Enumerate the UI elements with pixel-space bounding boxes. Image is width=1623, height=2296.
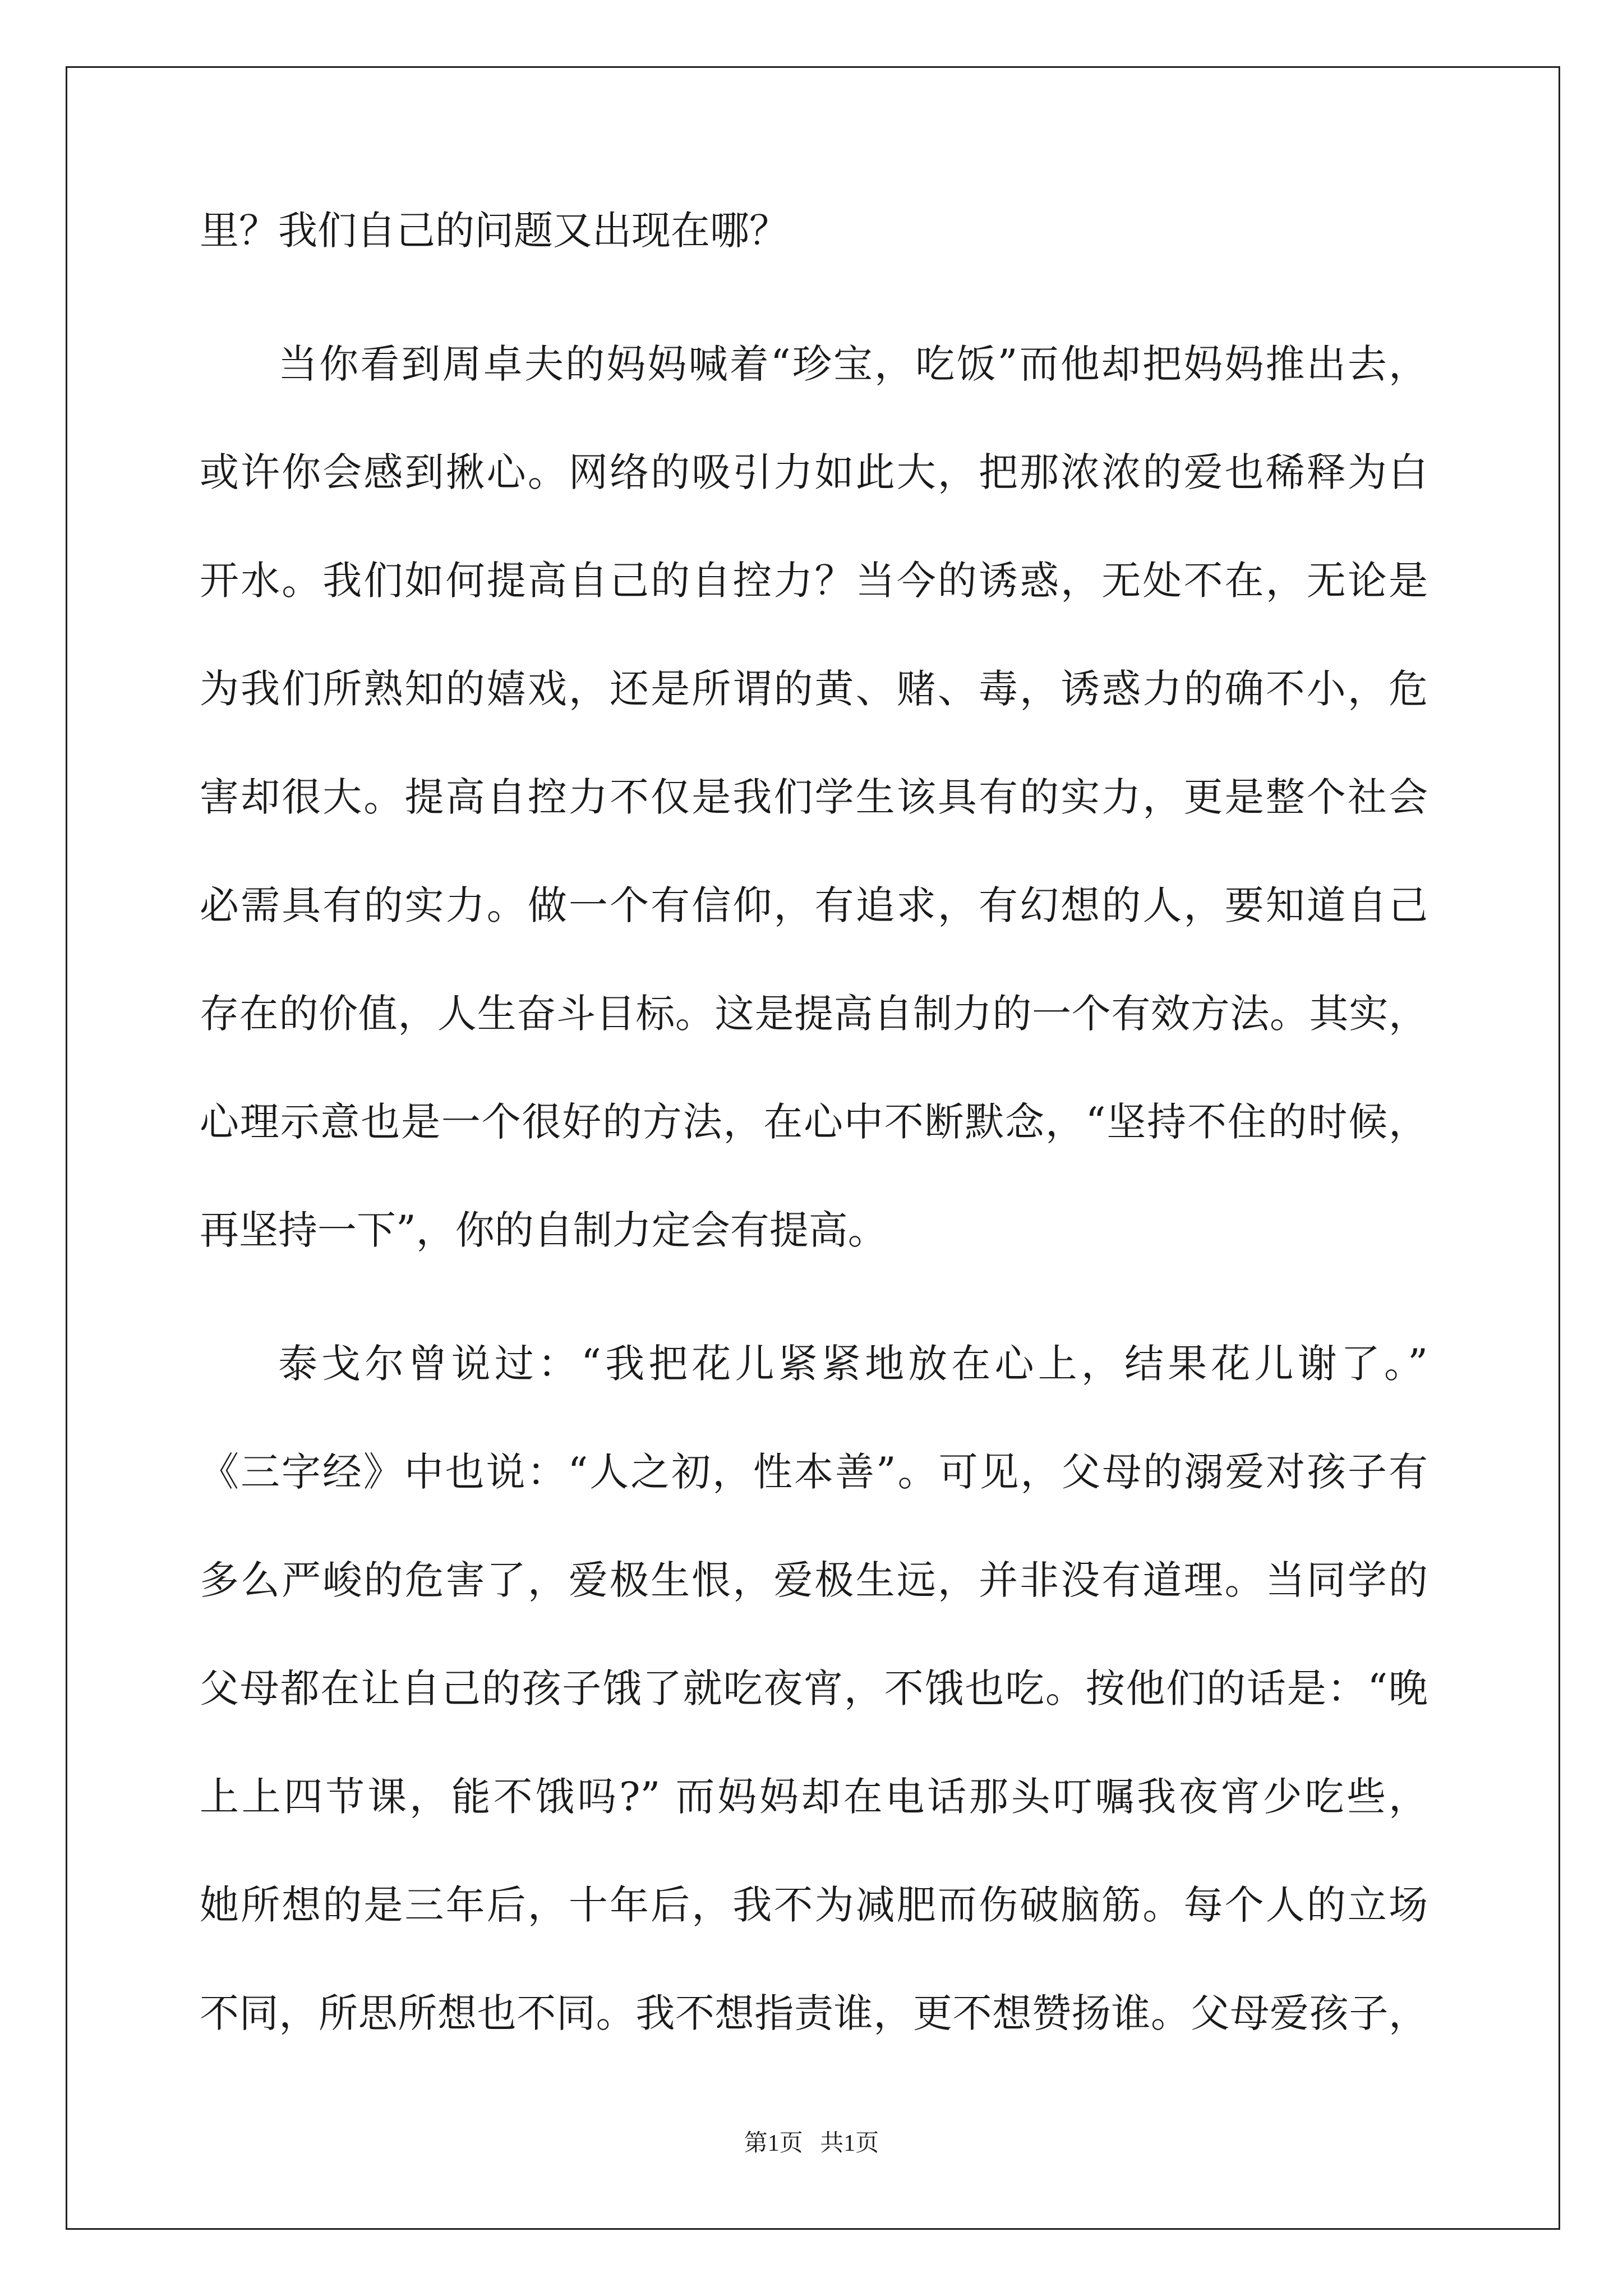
text-line: 不同，所思所想也不同。我不想指责谁，更不想赞扬谁。父母爱孩子， bbox=[200, 1990, 1428, 2036]
page-footer bbox=[0, 2132, 1623, 2155]
text-line: 泰戈尔曾说过：“我把花儿紧紧地放在心上，结果花儿谢了。” bbox=[278, 1341, 1428, 1387]
text-line: 或许你会感到揪心。网络的吸引力如此大，把那浓浓的爱也稀释为白 bbox=[200, 449, 1428, 495]
text-line: 《三字经》中也说：“人之初，性本善”。可见，父母的溺爱对孩子有 bbox=[200, 1449, 1428, 1495]
page-total: 共1页 bbox=[820, 2131, 879, 2156]
text-line: 多么严峻的危害了，爱极生恨，爱极生远，并非没有道理。当同学的 bbox=[200, 1557, 1428, 1603]
text-line: 里？我们自己的问题又出现在哪？ bbox=[200, 208, 789, 254]
text-line: 她所想的是三年后，十年后，我不为减肥而伤破脑筋。每个人的立场 bbox=[200, 1882, 1428, 1928]
document-body bbox=[200, 208, 1428, 2102]
page-number: 第1页 bbox=[744, 2131, 803, 2156]
text-line: 开水。我们如何提高自己的自控力？当今的诱惑，无处不在，无论是 bbox=[200, 558, 1428, 604]
text-line: 父母都在让自己的孩子饿了就吃夜宵，不饿也吃。按他们的话是：“晚 bbox=[200, 1665, 1428, 1711]
text-line: 再坚持一下”，你的自制力定会有提高。 bbox=[200, 1207, 887, 1253]
text-line: 上上四节课，能不饿吗?” 而妈妈却在电话那头叮嘱我夜宵少吃些， bbox=[200, 1774, 1428, 1820]
text-line: 害却很大。提高自控力不仅是我们学生该具有的实力，更是整个社会 bbox=[200, 774, 1428, 820]
text-line: 必需具有的实力。做一个有信仰，有追求，有幻想的人，要知道自己 bbox=[200, 882, 1428, 928]
text-line: 为我们所熟知的嬉戏，还是所谓的黄、赌、毒，诱惑力的确不小，危 bbox=[200, 666, 1428, 712]
text-line: 当你看到周卓夫的妈妈喊着“珍宝，吃饭”而他却把妈妈推出去， bbox=[278, 341, 1428, 387]
text-line: 心理示意也是一个很好的方法，在心中不断默念，“坚持不住的时候， bbox=[200, 1099, 1428, 1145]
text-line: 存在的价值，人生奋斗目标。这是提高自制力的一个有效方法。其实， bbox=[200, 991, 1428, 1037]
